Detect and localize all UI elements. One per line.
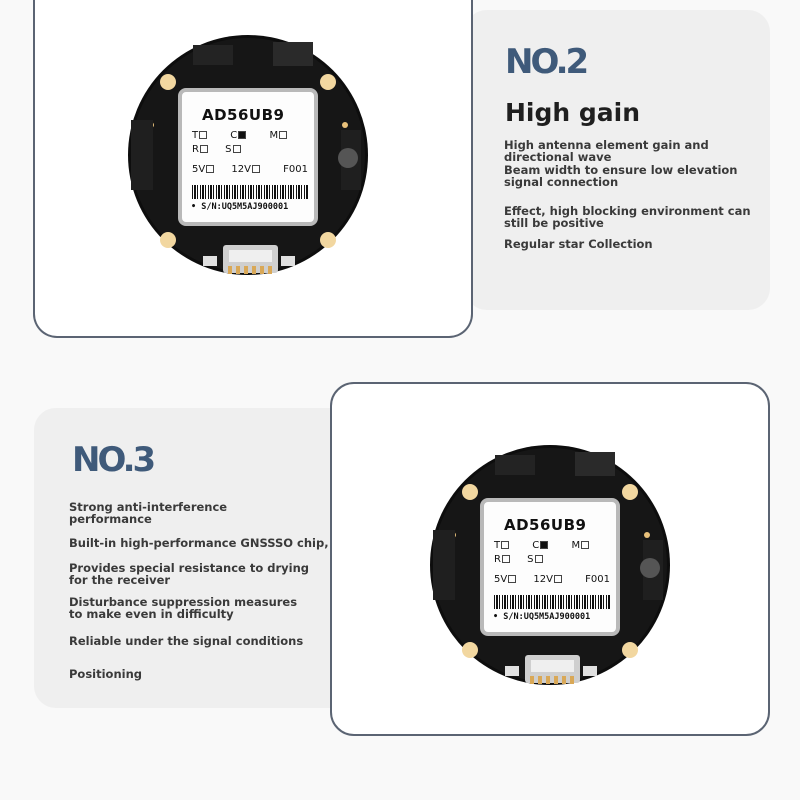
- chip-option-row: T C M: [494, 540, 595, 551]
- feature-text: Disturbance suppression measures to make even in difficulty: [69, 595, 298, 621]
- feature-text: High antenna element gain and directional wave: [504, 138, 709, 164]
- chip-model-text: AD56UB9: [504, 516, 587, 534]
- chip-voltage-row: 5V 12V F001: [494, 574, 610, 585]
- feature-text: Strong anti-interference performance: [69, 500, 228, 526]
- feature-text: Provides special resistance to drying for the receiver: [69, 561, 309, 587]
- gnss-module-image: [123, 30, 373, 280]
- feature-text: Reliable under the signal conditions: [69, 634, 304, 648]
- serial-number: • S/N:UQ5M5AJ900001: [493, 612, 591, 622]
- gnss-chip-label: [178, 88, 318, 226]
- feature-text: Effect, high blocking environment can still be positive: [504, 204, 751, 230]
- section-number-no2: NO.2: [505, 42, 587, 82]
- feature-text: Built-in high-performance GNSSSO chip,: [69, 536, 329, 550]
- feature-text: Beam width to ensure low elevation signal connection: [504, 163, 738, 189]
- barcode: [494, 595, 610, 609]
- gnss-chip-label: [480, 498, 620, 636]
- chip-voltage-row: 5V 12V F001: [192, 164, 308, 175]
- gnss-module-image: [425, 440, 675, 690]
- barcode: [192, 185, 308, 199]
- feature-text: Regular star Collection: [504, 237, 653, 251]
- chip-option-row: R S: [494, 554, 549, 565]
- chip-model-text: AD56UB9: [202, 106, 285, 124]
- chip-option-row: T C M: [192, 130, 293, 141]
- chip-option-row: R S: [192, 144, 247, 155]
- section-number-no3: NO.3: [72, 440, 154, 480]
- serial-number: • S/N:UQ5M5AJ900001: [191, 202, 289, 212]
- feature-text: Positioning: [69, 667, 143, 681]
- section-title-high-gain: High gain: [505, 98, 641, 127]
